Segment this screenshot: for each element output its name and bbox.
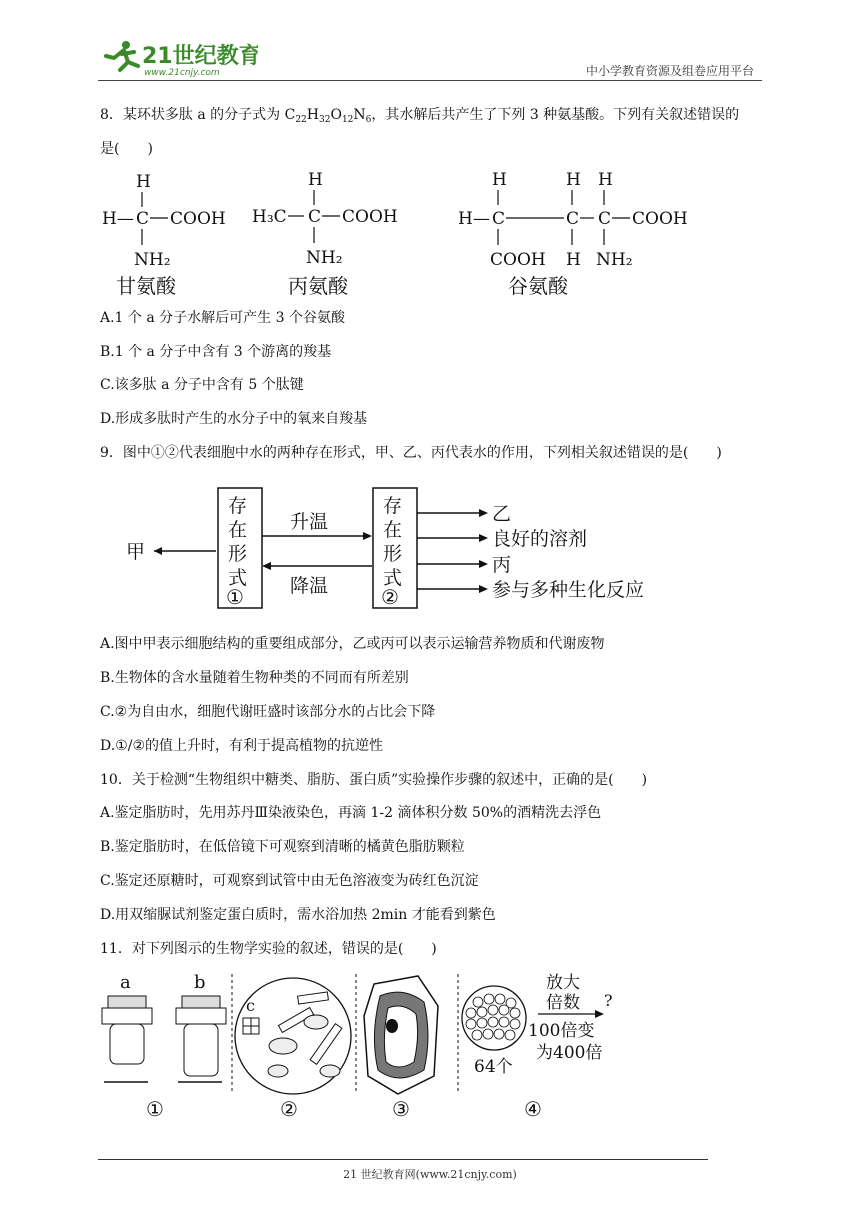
svg-text:NH₂: NH₂ <box>306 248 343 268</box>
svg-text:a: a <box>120 972 131 993</box>
q9-option-b: B.生物体的含水量随着生物种类的不同而有所差别 <box>100 670 409 686</box>
logo-url: www.21cnjy.com <box>144 68 220 78</box>
svg-text:H—: H— <box>102 209 134 229</box>
platform-name: 中小学教育资源及组卷应用平台 <box>585 64 754 78</box>
svg-text:H: H <box>492 170 507 190</box>
svg-text:③: ③ <box>392 1097 410 1121</box>
svg-text:?: ? <box>604 991 613 1010</box>
svg-text:COOH: COOH <box>342 207 398 227</box>
glycine-label: 甘氨酸 <box>116 274 176 298</box>
svg-text:放大: 放大 <box>546 973 580 993</box>
svg-text:倍数: 倍数 <box>546 993 580 1013</box>
svg-text:④: ④ <box>524 1097 542 1121</box>
svg-text:100倍变: 100倍变 <box>528 1021 595 1041</box>
svg-text:H: H <box>566 250 581 270</box>
svg-text:H: H <box>566 170 581 190</box>
svg-text:NH₂: NH₂ <box>134 250 171 270</box>
alanine-structure <box>252 170 398 298</box>
svg-text:H: H <box>136 172 151 192</box>
svg-text:存: 存 <box>383 495 403 517</box>
q9-option-c: C.②为自由水，细胞代谢旺盛时该部分水的占比会下降 <box>100 704 436 720</box>
footer-divider <box>98 1159 708 1160</box>
q10-option-a: A.鉴定脂肪时，先用苏丹Ⅲ染液染色，再滴 1-2 滴体积分数 50%的酒精洗去浮色 <box>100 805 602 821</box>
svg-text:在: 在 <box>383 519 403 541</box>
svg-text:H—: H— <box>458 209 490 229</box>
cell-field-zoom <box>462 973 613 1121</box>
q11-stem: 11．对下列图示的生物学实验的叙述，错误的是( ) <box>100 941 437 957</box>
svg-text:NH₂: NH₂ <box>596 250 633 270</box>
q8-option-c: C.该多肽 a 分子中含有 5 个肽键 <box>100 377 304 393</box>
svg-text:②: ② <box>280 1097 298 1121</box>
svg-text:存: 存 <box>228 495 248 517</box>
svg-text:形: 形 <box>228 543 248 565</box>
q9-stem: 9．图中①②代表细胞中水的两种存在形式，甲、乙、丙代表水的作用，下列相关叙述错误的是( ) <box>100 445 722 461</box>
svg-text:H: H <box>598 170 613 190</box>
svg-text:C: C <box>598 209 612 229</box>
svg-text:①: ① <box>146 1097 164 1121</box>
q10-stem: 10．关于检测“生物组织中糖类、脂肪、蛋白质”实验操作步骤的叙述中，正确的是( ) <box>100 772 648 788</box>
svg-text:①: ① <box>226 585 244 609</box>
q8-option-d: D.形成多肽时产生的水分子中的氧来自羧基 <box>100 411 368 427</box>
svg-text:乙: 乙 <box>492 503 512 525</box>
plant-cell <box>364 976 438 1121</box>
svg-text:在: 在 <box>228 519 248 541</box>
water-forms-diagram <box>120 480 690 619</box>
svg-text:形: 形 <box>383 543 403 565</box>
q9-option-d: D.①/②的值上升时，有利于提高植物的抗逆性 <box>100 738 383 754</box>
svg-text:②: ② <box>381 585 399 609</box>
svg-text:式: 式 <box>228 567 248 589</box>
q8-stem-cont: 是( ) <box>100 141 153 157</box>
svg-text:COOH: COOH <box>490 250 546 270</box>
svg-text:c: c <box>246 996 255 1015</box>
svg-text:参与多种生化反应: 参与多种生化反应 <box>492 579 645 601</box>
glutamate-label: 谷氨酸 <box>508 274 568 298</box>
footer-text: 21 世纪教育网(www.21cnjy.com) <box>343 1168 517 1181</box>
svg-text:式: 式 <box>383 567 403 589</box>
header-divider <box>98 80 762 81</box>
svg-text:为400倍: 为400倍 <box>536 1043 603 1063</box>
glycine-structure <box>102 172 226 298</box>
svg-text:C: C <box>566 209 580 229</box>
runner-logo-icon <box>106 41 138 70</box>
svg-text:C: C <box>308 207 322 227</box>
svg-text:COOH: COOH <box>632 209 688 229</box>
site-logo <box>98 36 258 78</box>
microscope-figure <box>98 966 618 1130</box>
logo-text: 21世纪教育 <box>142 44 258 69</box>
heat-label: 升温 <box>290 511 329 533</box>
q8-option-a: A.1 个 a 分子水解后可产生 3 个谷氨酸 <box>100 310 345 326</box>
glutamate-structure <box>458 170 688 298</box>
svg-text:COOH: COOH <box>170 209 226 229</box>
cool-label: 降温 <box>290 575 329 597</box>
alanine-label: 丙氨酸 <box>288 274 348 298</box>
jia-label: 甲 <box>126 541 146 563</box>
objective-lenses <box>102 972 226 1121</box>
q10-option-c: C.鉴定还原糖时，可观察到试管中由无色溶液变为砖红色沉淀 <box>100 873 479 889</box>
q10-option-d: D.用双缩脲试剂鉴定蛋白质时，需水浴加热 2min 才能看到紫色 <box>100 907 496 923</box>
svg-text:b: b <box>194 972 206 993</box>
svg-text:H₃C: H₃C <box>252 207 287 227</box>
q8-stem: 8．某环状多肽 a 的分子式为 $C_{22}H_{32}O_{12}N_6$，其水解后共产生了下列 3 种氨基酸。下列有关叙述错误的 <box>100 107 740 125</box>
svg-text:C: C <box>136 209 150 229</box>
svg-text:C: C <box>492 209 506 229</box>
q9-option-a: A.图中甲表示细胞结构的重要组成部分，乙或丙可以表示运输营养物质和代谢废物 <box>100 636 605 652</box>
svg-text:良好的溶剂: 良好的溶剂 <box>492 528 588 550</box>
svg-text:丙: 丙 <box>492 554 512 576</box>
amino-acid-structures <box>96 165 716 304</box>
svg-text:H: H <box>308 170 323 190</box>
q8-option-b: B.1 个 a 分子中含有 3 个游离的羧基 <box>100 344 332 360</box>
svg-text:64个: 64个 <box>474 1057 513 1077</box>
microscope-field <box>235 978 351 1121</box>
q10-option-b: B.鉴定脂肪时，在低倍镜下可观察到清晰的橘黄色脂肪颗粒 <box>100 839 465 855</box>
